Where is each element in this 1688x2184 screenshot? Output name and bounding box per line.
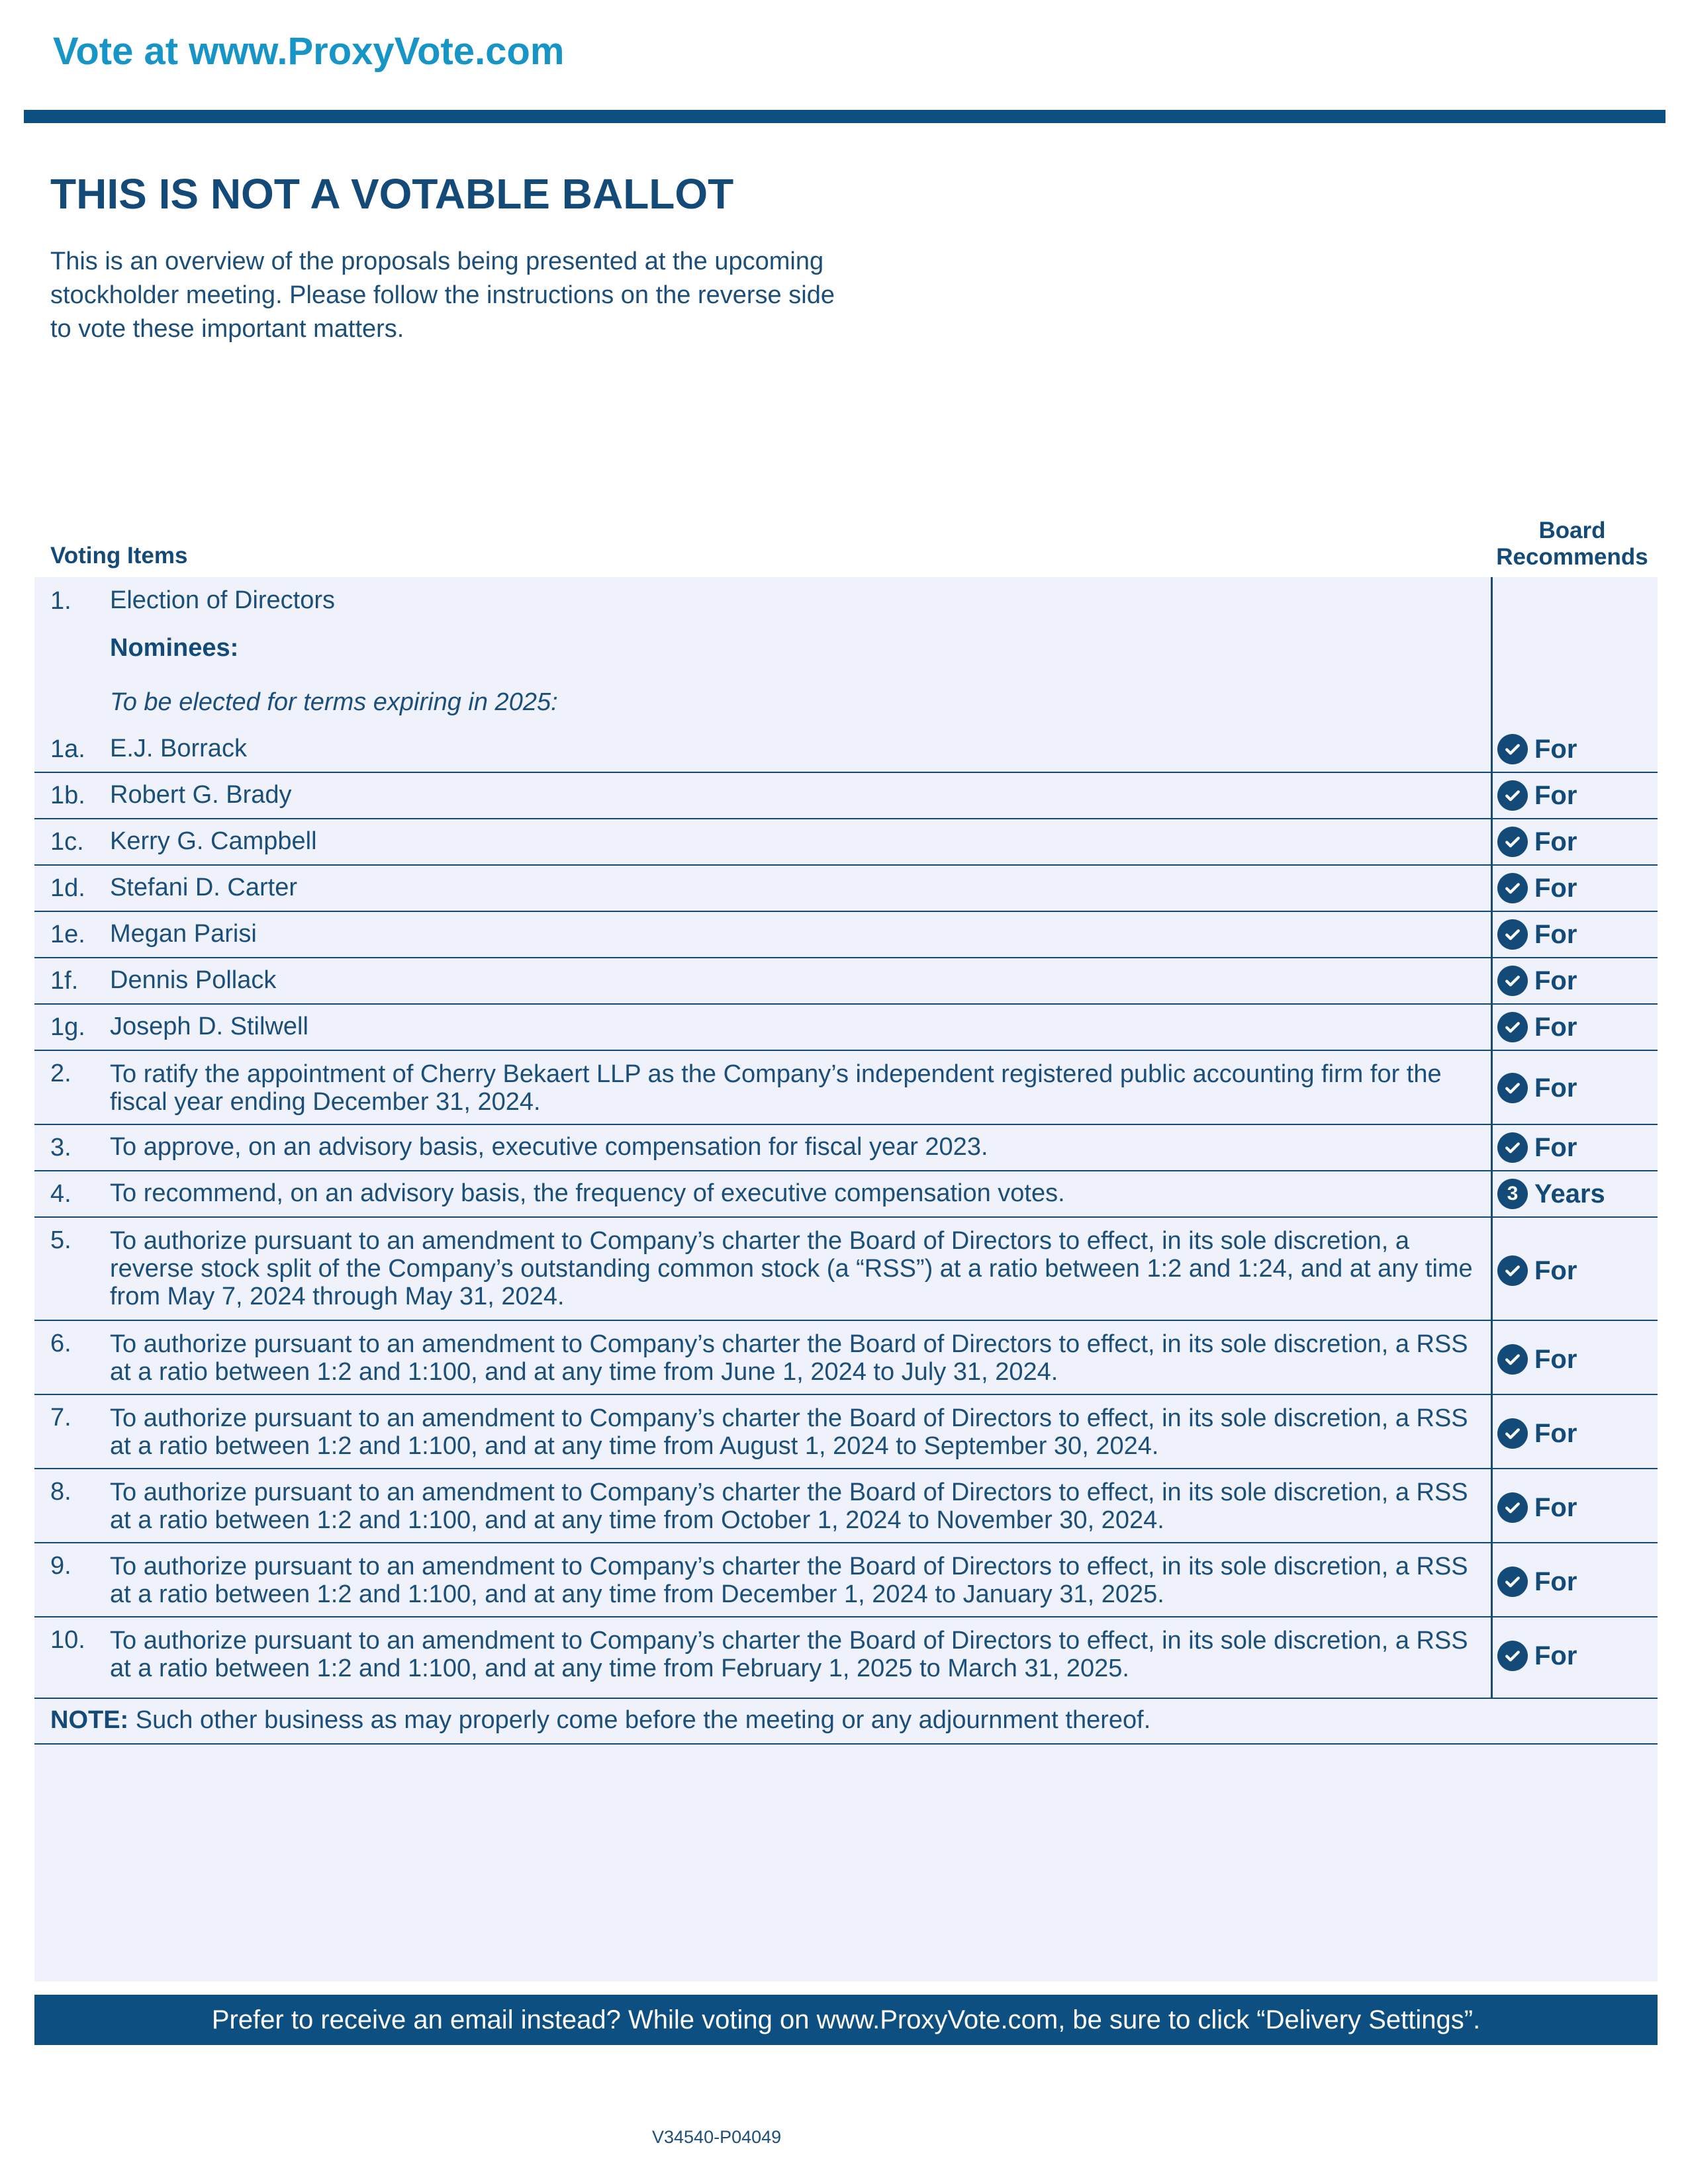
row-divider [34, 1542, 1658, 1543]
item-number: 6. [50, 1330, 71, 1357]
nominee-name: Kerry G. Campbell [110, 827, 317, 855]
recommendation [1497, 919, 1577, 950]
recommendation [1497, 1343, 1577, 1375]
row-divider [34, 818, 1658, 819]
nominee-name: Joseph D. Stilwell [110, 1013, 308, 1040]
item-number: 1d. [50, 874, 85, 902]
proxyvote-header-link[interactable]: Vote at www.ProxyVote.com [53, 30, 565, 73]
item-number: 1a. [50, 735, 85, 763]
check-circle-icon [1497, 1344, 1528, 1375]
recommendation [1497, 780, 1577, 811]
item-number: 1. [50, 587, 71, 615]
recommendation [1497, 1566, 1577, 1598]
check-circle-icon [1497, 1418, 1528, 1449]
item-number: 1c. [50, 828, 84, 856]
row-divider [34, 1394, 1658, 1395]
proposal-text: To ratify the appointment of Cherry Bekaert LLP as the Company’s independent registered public accounting firm for the fiscal year ending December 31, 2024. [110, 1060, 1442, 1116]
proposal-text: To authorize pursuant to an amendment to Company’s charter the Board of Directors to effect, in its sole discretion, a reverse stock split of the Company’s outstanding common stock (a “RSS”) at a ratio between 1:2 and 1:24, and at any time from May 7, 2024 through May 31, 2024. [110, 1227, 1473, 1310]
recommendation-label: For [1534, 919, 1577, 949]
row-divider [34, 1320, 1658, 1321]
recommendation-label: For [1534, 1418, 1577, 1448]
item-number: 1b. [50, 782, 85, 809]
row-divider [34, 1003, 1658, 1005]
nominee-name: Robert G. Brady [110, 781, 292, 809]
recommendation-label: Years [1534, 1179, 1605, 1208]
item-number: 9. [50, 1552, 71, 1580]
nominees-label: Nominees: [110, 634, 239, 662]
proposal-text: To authorize pursuant to an amendment to Company’s charter the Board of Directors to effect, in its sole discretion, a RSS at a ratio between 1:2 and 1:100, and at any time from February 1, 2025 to March 31, 2025. [110, 1627, 1468, 1682]
recommendation [1497, 1640, 1577, 1672]
note [50, 1706, 1150, 1735]
item-text: Election of Directors [110, 586, 336, 614]
row-divider [34, 1050, 1658, 1051]
board-heading-line1: Board [1538, 518, 1606, 543]
check-circle-icon [1497, 1132, 1528, 1163]
check-circle-icon [1497, 734, 1528, 764]
item-number: 8. [50, 1478, 71, 1506]
row-divider [34, 1698, 1658, 1699]
delivery-settings-banner [34, 1995, 1658, 2045]
intro-paragraph: This is an overview of the proposals being presented at the upcoming stockholder meeting. Please follow the instructions on the reverse side to vote these important matters. [50, 248, 835, 343]
item-number: 10. [50, 1626, 85, 1654]
recommendation-label: For [1534, 966, 1577, 995]
terms-label: To be elected for terms expiring in 2025: [110, 688, 558, 716]
recommendation-label: For [1534, 1255, 1577, 1285]
row-divider [34, 1616, 1658, 1617]
recommendation-label: For [1534, 1132, 1577, 1162]
item-number: 1g. [50, 1013, 85, 1041]
item-number: 1f. [50, 967, 79, 995]
item-number: 1e. [50, 921, 85, 948]
proposal-text: To approve, on an advisory basis, executive compensation for fiscal year 2023. [110, 1133, 988, 1161]
row-divider [34, 957, 1658, 958]
recommendation [1497, 872, 1577, 904]
item-number: 4. [50, 1180, 71, 1208]
item-number: 7. [50, 1404, 71, 1432]
nominee-name: Stefani D. Carter [110, 874, 297, 901]
recommendation [1497, 1492, 1577, 1524]
recommendation [1497, 1132, 1577, 1163]
recommendation-label: For [1534, 780, 1577, 810]
row-divider [34, 1170, 1658, 1171]
proposal-text: To authorize pursuant to an amendment to Company’s charter the Board of Directors to effect, in its sole discretion, a RSS at a ratio between 1:2 and 1:100, and at any time from August 1, 2024 to September 30, 2024. [110, 1404, 1468, 1460]
board-recommends-heading [1483, 518, 1662, 570]
number-circle-icon: 3 [1497, 1179, 1528, 1209]
check-circle-icon [1497, 1012, 1528, 1042]
recommendation [1497, 1255, 1577, 1287]
note-divider [34, 1743, 1658, 1745]
recommendation-label: For [1534, 873, 1577, 903]
recommendation-label: For [1534, 827, 1577, 856]
note-text: Such other business as may properly come before the meeting or any adjournment thereof. [135, 1706, 1151, 1734]
proposal-text: To recommend, on an advisory basis, the frequency of executive compensation votes. [110, 1179, 1065, 1207]
banner-text: Prefer to receive an email instead? While voting on www.ProxyVote.com, be sure to click “Delivery Settings”. [211, 2005, 1481, 2034]
proposal-text: To authorize pursuant to an amendment to Company’s charter the Board of Directors to effect, in its sole discretion, a RSS at a ratio between 1:2 and 1:100, and at any time from June 1, 2024 to July 31, 2024. [110, 1330, 1468, 1386]
item-number: 2. [50, 1060, 71, 1087]
item-number: 3. [50, 1134, 71, 1161]
check-circle-icon [1497, 1567, 1528, 1597]
recommendation-label: For [1534, 1567, 1577, 1596]
recommendation [1497, 733, 1577, 765]
recommendation [1497, 826, 1577, 858]
check-circle-icon [1497, 1073, 1528, 1103]
check-circle-icon [1497, 1492, 1528, 1523]
check-circle-icon [1497, 780, 1528, 811]
check-circle-icon [1497, 1641, 1528, 1671]
page-title: THIS IS NOT A VOTABLE BALLOT [50, 170, 734, 218]
row-divider [34, 772, 1658, 773]
row-divider [34, 1216, 1658, 1218]
proposal-text: To authorize pursuant to an amendment to Company’s charter the Board of Directors to effect, in its sole discretion, a RSS at a ratio between 1:2 and 1:100, and at any time from December 1, 2024 to January 31, 2025. [110, 1553, 1468, 1608]
check-circle-icon [1497, 919, 1528, 950]
recommendation [1497, 1418, 1577, 1449]
item-number: 5. [50, 1226, 71, 1254]
row-divider [34, 1468, 1658, 1469]
recommendation [1497, 1178, 1605, 1210]
nominee-name: Dennis Pollack [110, 966, 277, 994]
check-circle-icon [1497, 1255, 1528, 1286]
row-divider [34, 1124, 1658, 1125]
recommendation-divider [1491, 577, 1493, 1699]
recommendation-label: For [1534, 1073, 1577, 1103]
check-circle-icon [1497, 873, 1528, 903]
recommendation-label: For [1534, 1641, 1577, 1670]
row-divider [34, 864, 1658, 866]
recommendation-label: For [1534, 1012, 1577, 1042]
recommendation-label: For [1534, 734, 1577, 764]
document-code: V34540-P04049 [652, 2127, 782, 2147]
row-divider [34, 911, 1658, 912]
recommendation [1497, 1011, 1577, 1043]
proposal-text: To authorize pursuant to an amendment to Company’s charter the Board of Directors to effect, in its sole discretion, a RSS at a ratio between 1:2 and 1:100, and at any time from October 1, 2024 to November 30, 2024. [110, 1479, 1468, 1534]
recommendation-label: For [1534, 1492, 1577, 1522]
recommendation [1497, 965, 1577, 997]
recommendation [1497, 1072, 1577, 1104]
recommendation-label: For [1534, 1344, 1577, 1374]
check-circle-icon [1497, 827, 1528, 857]
nominee-name: E.J. Borrack [110, 735, 247, 762]
board-heading-line2: Recommends [1496, 544, 1648, 570]
voting-items-heading: Voting Items [50, 543, 188, 569]
nominee-name: Megan Parisi [110, 920, 257, 948]
check-circle-icon [1497, 966, 1528, 996]
note-label: NOTE: [50, 1706, 129, 1734]
header-rule [24, 110, 1665, 123]
